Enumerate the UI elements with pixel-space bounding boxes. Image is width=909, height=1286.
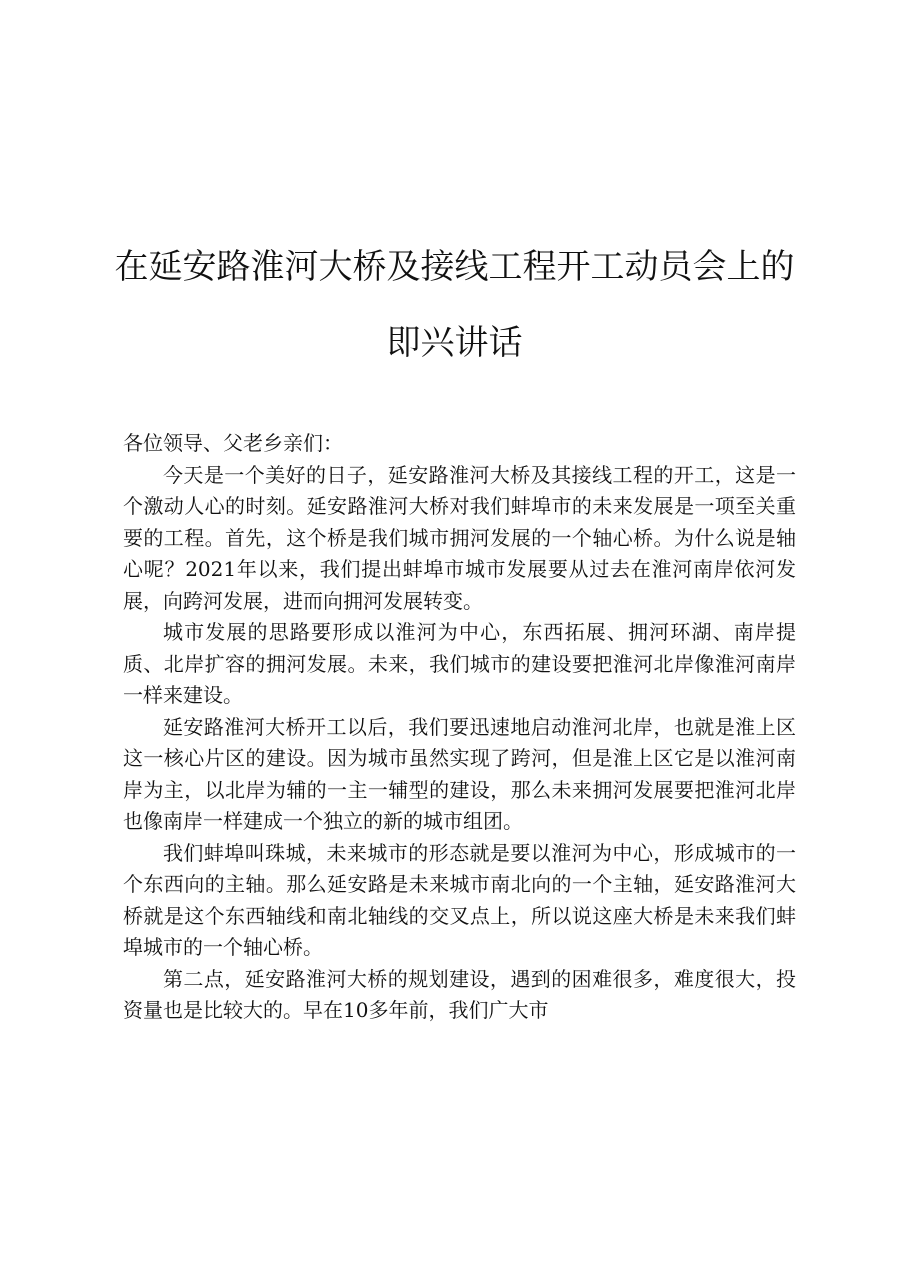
title-line-1: 在延安路淮河大桥及接线工程开工动员会上的 (114, 247, 795, 287)
paragraph-4: 我们蚌埠叫珠城，未来城市的形态就是要以淮河为中心，形成城市的一个东西向的主轴。那么延安路是未来城市南北向的一个主轴，延安路淮河大桥就是这个东西轴线和南北轴线的交叉点上，所以说这座大桥是未来我们蚌埠城市的一个轴心桥。 (123, 840, 796, 959)
document-title (0, 248, 909, 362)
paragraph-2: 城市发展的思路要形成以淮河为中心，东西拓展、拥河环湖、南岸提质、北岸扩容的拥河发展。未来，我们城市的建设要把淮河北岸像淮河南岸一样来建设。 (123, 620, 796, 707)
paragraph-5: 第二点，延安路淮河大桥的规划建设，遇到的困难很多，难度很大，投资量也是比较大的。早在10多年前，我们广大市 (123, 966, 796, 1022)
salutation: 各位领导、父老乡亲们： (123, 431, 343, 455)
paragraph-3: 延安路淮河大桥开工以后，我们要迅速地启动淮河北岸，也就是淮上区这一核心片区的建设。因为城市虽然实现了跨河，但是淮上区它是以淮河南岸为主，以北岸为辅的一主一辅型的建设，那么未来拥河发展要把淮河北岸也像南岸一样建成一个独立的新的城市组团。 (123, 714, 796, 833)
paragraph-1: 今天是一个美好的日子，延安路淮河大桥及其接线工程的开工，这是一个激动人心的时刻。延安路淮河大桥对我们蚌埠市的未来发展是一项至关重要的工程。首先，这个桥是我们城市拥河发展的一个轴心桥。为什么说是轴心呢？2021年以来，我们提出蚌埠市城市发展要从过去在淮河南岸依河发展，向跨河发展，进而向拥河发展转变。 (123, 462, 796, 613)
title-line-2: 即兴讲话 (386, 323, 523, 363)
document-body (123, 428, 796, 1027)
